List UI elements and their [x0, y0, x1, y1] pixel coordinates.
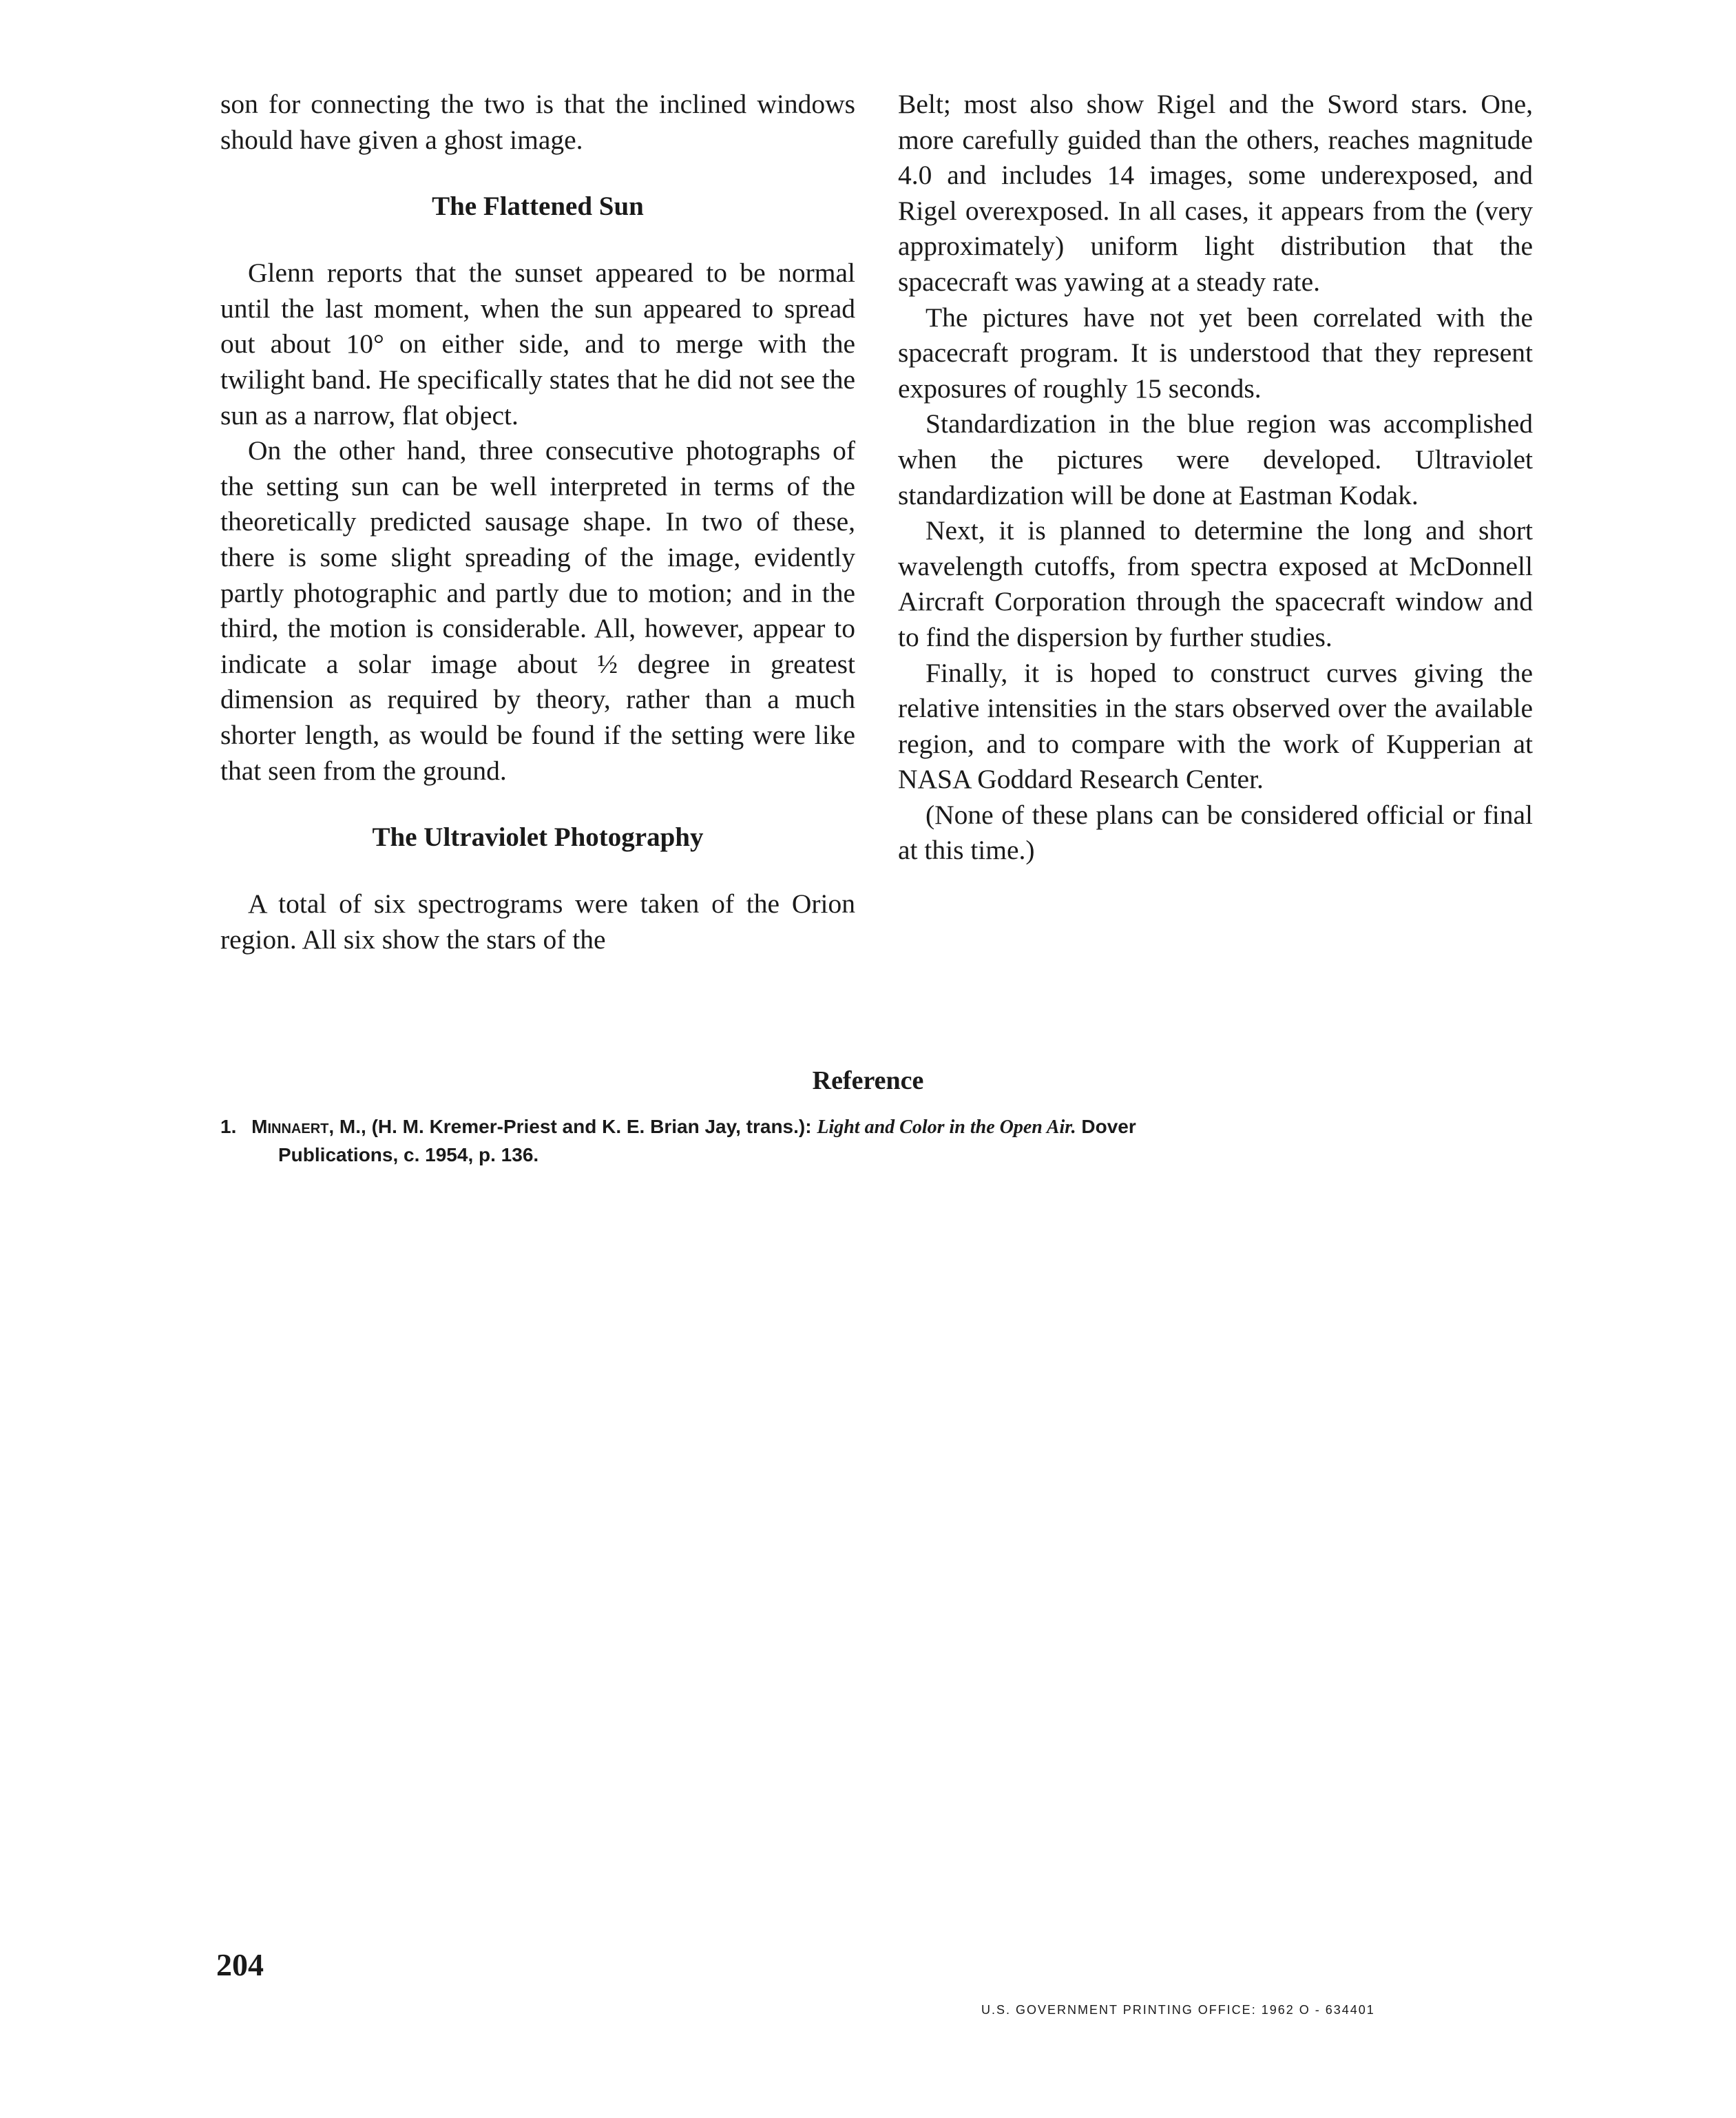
reference-number: 1. — [220, 1116, 237, 1137]
paragraph: son for connecting the two is that the inclined windows should have given a ghost image. — [220, 89, 855, 155]
section-heading: The Flattened Sun — [432, 191, 644, 222]
page-number: 204 — [216, 1947, 264, 1982]
section-heading: The Ultraviolet Photography — [372, 822, 704, 853]
reference-translators: (H. M. Kremer-Priest and K. E. Brian Jay, trans.): — [371, 1116, 812, 1137]
paragraph: The pictures have not yet been correlated with the spacecraft program. It is understood that they represent exposures of roughly 15 seconds. — [898, 302, 1533, 404]
paragraph: (None of these plans can be considered official or final at this time.) — [898, 799, 1533, 866]
reference-publisher: Dover — [1081, 1116, 1136, 1137]
reference-entry — [220, 1113, 1529, 1169]
printer-imprint: U.S. GOVERNMENT PRINTING OFFICE: 1962 O - 634401 — [981, 2003, 1375, 2017]
reference-publisher-continued: Publications, c. 1954, p. 136. — [278, 1144, 539, 1165]
paragraph: Belt; most also show Rigel and the Sword stars. One, more carefully guided than the others, reaches magnitude 4.0 and includes 14 images, some underexposed, and Rigel overexposed. In all cases, it appears from the (very approximately) uniform light distribution that the spacecraft was yawing at a steady rate. — [898, 89, 1533, 297]
paragraph: Standardization in the blue region was accomplished when the pictures were developed. Ultraviolet standardization will be done at Eastman Kodak. — [898, 408, 1533, 510]
paragraph: A total of six spectrograms were taken of the Orion region. All six show the stars of the — [220, 889, 855, 955]
paragraph: On the other hand, three consecutive photographs of the setting sun can be well interpreted in terms of the theoretically predicted sausage shape. In two of these, there is some slight spreading of the image, evidently partly photographic and partly due to motion; and in the third, the motion is considerable. All, however, appear to indicate a solar image about ½ degree in greatest dimension as required by theory, rather than a much shorter length, as would be found if the setting were like that seen from the ground. — [220, 435, 855, 786]
reference-heading: Reference — [812, 1066, 924, 1095]
paragraph: Finally, it is hoped to construct curves giving the relative intensities in the stars observed over the available region, and to compare with the work of Kupperian at NASA Goddard Research Center. — [898, 657, 1533, 795]
paragraph: Next, it is planned to determine the long and short wavelength cutoffs, from spectra exposed at McDonnell Aircraft Corporation through the spacecraft window and to find the dispersion by further studies. — [898, 515, 1533, 652]
paragraph: Glenn reports that the sunset appeared to be normal until the last moment, when the sun appeared to spread out about 10° on either side, and to merge with the twilight band. He specifically states that he did not see the sun as a narrow, flat object. — [220, 258, 855, 430]
left-column — [220, 87, 855, 957]
reference-title: Light and Color in the Open Air. — [817, 1117, 1076, 1138]
reference-author: Minnaert, M., — [251, 1116, 366, 1137]
right-column — [898, 87, 1533, 869]
